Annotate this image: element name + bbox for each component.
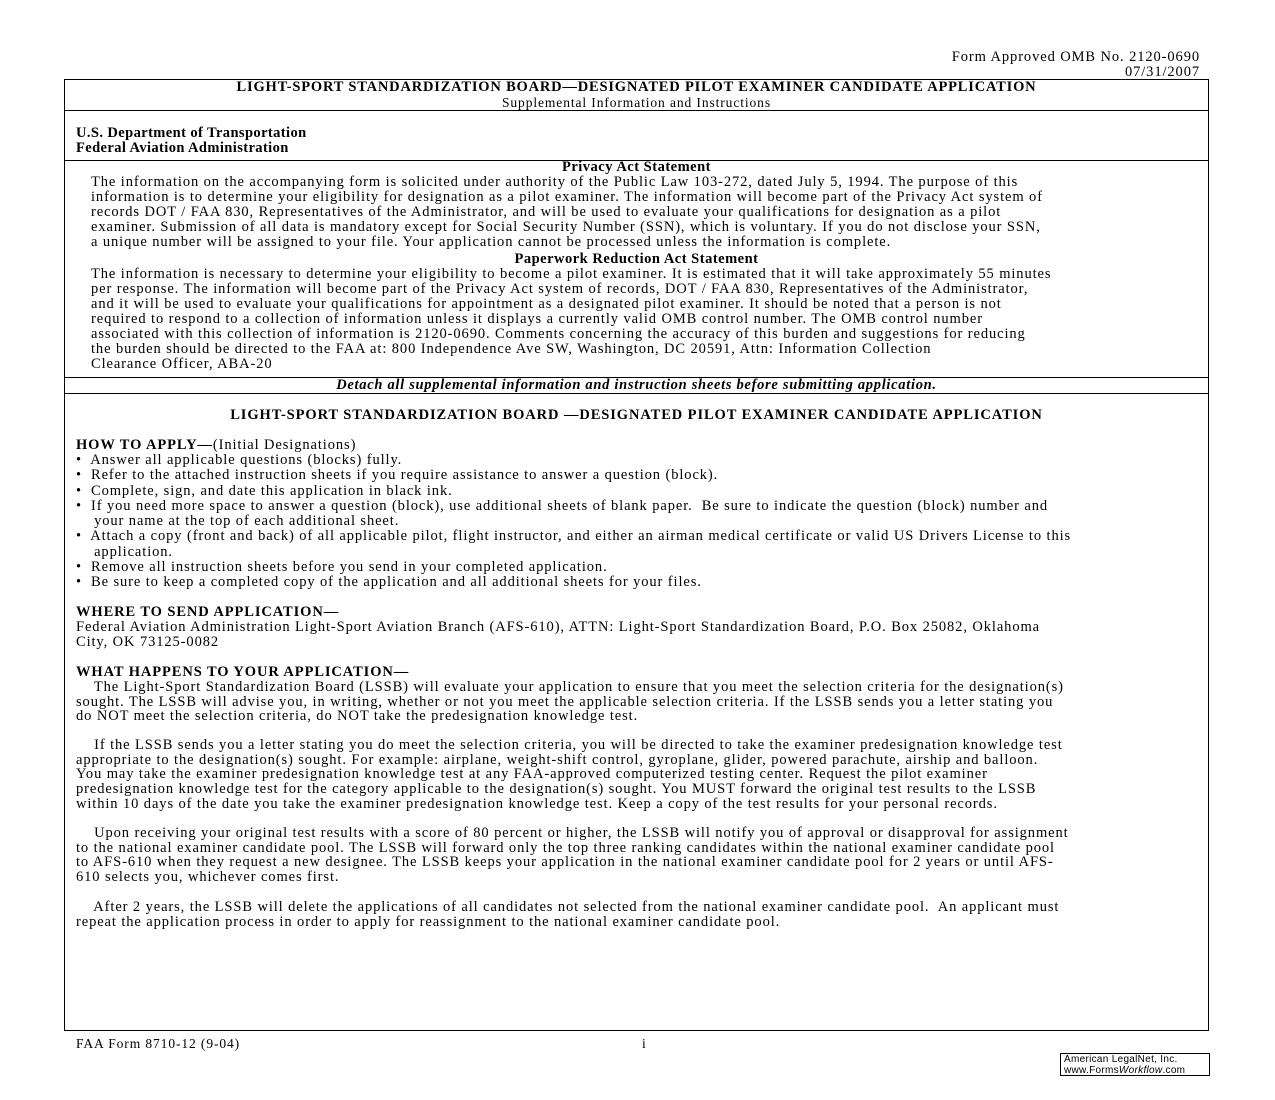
logo-text: www.Forms <box>1064 1064 1119 1076</box>
what-para-1 <box>76 680 1064 724</box>
text-line: to AFS-610 when they request a new designee. The LSSB keeps your application in the national examiner candidate pool for 2 years or until AFS- <box>76 854 1054 871</box>
legalnet-logo <box>1060 1053 1210 1076</box>
what-para-2 <box>76 738 1063 811</box>
text-line: The information on the accompanying form is solicited under authority of the Public Law 103-272, dated July 5, 1994. The purpose of this <box>91 174 1019 190</box>
list-item: • Attach a copy (front and back) of all applicable pilot, flight instructor, and either an airman medical certificate or valid US Drivers License to this <box>76 528 1072 545</box>
form-subtitle: Supplemental Information and Instructions <box>502 95 771 110</box>
application-title: LIGHT-SPORT STANDARDIZATION BOARD —DESIGNATED PILOT EXAMINER CANDIDATE APPLICATION <box>230 407 1043 423</box>
what-para-4 <box>76 900 1059 929</box>
how-to-apply-heading <box>76 438 356 453</box>
text-line: After 2 years, the LSSB will delete the applications of all candidates not selected from the national examiner candidate pool. An applicant must <box>76 899 1060 915</box>
what-para-3 <box>76 826 1069 885</box>
where-heading: WHERE TO SEND APPLICATION— <box>76 604 340 620</box>
list-item: your name at the top of each additional sheet. <box>76 513 400 530</box>
page-number: i <box>642 1036 647 1051</box>
omb-expiration: 07/31/2007 <box>1124 64 1200 80</box>
detach-notice: Detach all supplemental information and instruction sheets before submitting application. <box>336 377 937 393</box>
text-line: to the national examiner candidate pool. The LSSB will forward only the top three ranking candidates within the national examiner candidate pool <box>76 839 1055 856</box>
text-line: records DOT / FAA 830, Representatives of the Administrator, and will be used to evaluate your qualifications for designation as a pilot <box>91 204 1002 220</box>
text-line: The information is necessary to determine your eligibility to become a pilot examiner. It is estimated that it will take approximately 55 minutes <box>91 266 1052 282</box>
text-line: and it will be used to evaluate your qualifications for appointment as a designated pilot examiner. It should be noted that a person is not <box>91 296 1002 312</box>
text-line: do NOT meet the selection criteria, do NOT take the predesignation knowledge test. <box>76 708 639 725</box>
text-line: repeat the application process in order to apply for reassignment to the national examiner candidate pool. <box>76 913 781 930</box>
list-item: • If you need more space to answer a question (block), use additional sheets of blank paper. Be sure to indicate the question (block) number and <box>76 497 1048 514</box>
agency-dot: U.S. Department of Transportation <box>76 125 307 141</box>
divider <box>64 110 1209 111</box>
how-to-apply-list <box>76 453 1071 591</box>
paperwork-text <box>91 267 1051 372</box>
text-line: per response. The information will become part of the Privacy Act system of records, DOT / FAA 830, Representatives of the Administrator, <box>91 281 1029 297</box>
text-line: 610 selects you, whichever comes first. <box>76 869 340 886</box>
text-line: predesignation knowledge test for the category applicable to the designation(s) sought. You MUST forward the original test results to the LSSB <box>76 781 1037 798</box>
form-title: LIGHT-SPORT STANDARDIZATION BOARD—DESIGNATED PILOT EXAMINER CANDIDATE APPLICATION <box>236 79 1037 95</box>
text-line: appropriate to the designation(s) sought. For example: airplane, weight-shift control, gyroplane, glider, powered parachute, airship and balloon. <box>76 751 1039 768</box>
text-line: The Light-Sport Standardization Board (LSSB) will evaluate your application to ensure that you meet the selection criteria for the designation(s) <box>76 679 1064 695</box>
omb-number: Form Approved OMB No. 2120-0690 <box>951 49 1200 65</box>
list-item: • Be sure to keep a completed copy of the application and all additional sheets for your files. <box>76 574 702 591</box>
list-item: • Answer all applicable questions (blocks) fully. <box>76 452 403 468</box>
logo-text: .com <box>1162 1064 1186 1076</box>
text-line: within 10 days of the date you take the examiner predesignation knowledge test. Keep a copy of the test results for your personal records. <box>76 795 998 812</box>
list-item: • Remove all instruction sheets before you send in your completed application. <box>76 559 608 576</box>
list-item: application. <box>76 543 173 560</box>
text-line: examiner. Submission of all data is mandatory except for Social Security Number (SSN), which is voluntary. If you do not disclose your SSN, <box>91 219 1041 235</box>
text-line: Upon receiving your original test results with a score of 80 percent or higher, the LSSB will notify you of approval or disapproval for assignment <box>76 825 1069 841</box>
list-item: • Complete, sign, and date this application in black ink. <box>76 482 453 499</box>
logo-line: American LegalNet, Inc. <box>1064 1054 1178 1065</box>
form-number: FAA Form 8710-12 (9-04) <box>76 1036 241 1051</box>
privacy-text <box>91 175 1043 250</box>
logo-text: Workflow <box>1118 1064 1163 1076</box>
privacy-heading: Privacy Act Statement <box>561 159 711 175</box>
heading-text: HOW TO APPLY— <box>76 437 213 453</box>
text-line: City, OK 73125-0082 <box>76 634 220 650</box>
agency-faa: Federal Aviation Administration <box>76 140 289 156</box>
text-line: sought. The LSSB will advise you, in writing, whether or not you meet the applicable selection criteria. If the LSSB sends you a letter stating you <box>76 693 1054 710</box>
text-line: Clearance Officer, ABA-20 <box>91 356 273 372</box>
where-text <box>76 620 1040 650</box>
text-line: If the LSSB sends you a letter stating you do meet the selection criteria, you will be directed to take the examiner predesignation knowledge test <box>76 737 1063 753</box>
text-line: Federal Aviation Administration Light-Sport Aviation Branch (AFS-610), ATTN: Light-Sport Standardization Board, P.O. Box 25082, Oklahoma <box>76 619 1040 635</box>
text-line: required to respond to a collection of information unless it displays a currently valid OMB control number. The OMB control number <box>91 311 983 327</box>
paperwork-heading: Paperwork Reduction Act Statement <box>514 251 759 267</box>
logo-line <box>1064 1066 1206 1077</box>
text-line: a unique number will be assigned to your file. Your application cannot be processed unless the information is complete. <box>91 234 892 250</box>
text-line: associated with this collection of information is 2120-0690. Comments concerning the accuracy of this burden and suggestions for reducing <box>91 326 1026 342</box>
text-line: You may take the examiner predesignation knowledge test at any FAA-approved computerized testing center. Request the pilot examiner <box>76 766 988 783</box>
what-heading: WHAT HAPPENS TO YOUR APPLICATION— <box>76 664 410 680</box>
text-line: information is to determine your eligibility for designation as a pilot examiner. The information will become part of the Privacy Act system of <box>91 189 1043 205</box>
list-item: • Refer to the attached instruction sheets if you require assistance to answer a question (block). <box>76 467 719 484</box>
divider <box>64 393 1209 394</box>
text-line: the burden should be directed to the FAA at: 800 Independence Ave SW, Washington, DC 20591, Attn: Information Collection <box>91 341 932 357</box>
heading-subtext: (Initial Designations) <box>212 437 357 453</box>
